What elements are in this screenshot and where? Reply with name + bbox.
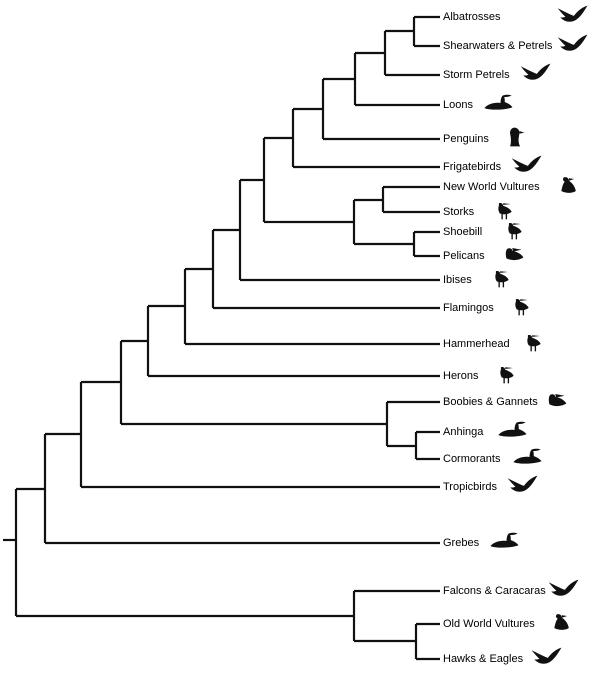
tip-label-pelicans: Pelicans	[443, 250, 485, 262]
ibis-silhouette-icon	[484, 265, 518, 291]
tip-label-new-world-vultures: New World Vultures	[443, 181, 540, 193]
tip-label-frigatebirds: Frigatebirds	[443, 161, 502, 173]
tip-label-herons: Herons	[443, 370, 479, 382]
tip-label-old-world-vultures: Old World Vultures	[443, 618, 535, 630]
pelican-silhouette-icon	[497, 241, 531, 267]
eagle-silhouette-icon	[530, 644, 564, 670]
tip-label-hawks-eagles: Hawks & Eagles	[443, 653, 524, 665]
tip-label-hammerhead: Hammerhead	[443, 338, 510, 350]
petrel-silhouette-icon	[556, 31, 590, 57]
heron-silhouette-icon	[489, 361, 523, 387]
old-world-vulture-silhouette-icon	[545, 609, 579, 635]
tip-label-shoebill: Shoebill	[443, 226, 483, 238]
tip-label-tropicbirds: Tropicbirds	[443, 481, 497, 493]
penguin-silhouette-icon	[499, 124, 533, 150]
tip-label-storm-petrels: Storm Petrels	[443, 69, 510, 81]
tip-label-storks: Storks	[443, 206, 475, 218]
frigatebird-silhouette-icon	[510, 152, 544, 178]
falcon-silhouette-icon	[547, 576, 581, 602]
loon-silhouette-icon	[481, 90, 515, 116]
storm-petrel-silhouette-icon	[519, 60, 553, 86]
tip-label-flamingos: Flamingos	[443, 302, 494, 314]
tip-label-penguins: Penguins	[443, 133, 489, 145]
grebe-silhouette-icon	[487, 528, 521, 554]
tropicbird-silhouette-icon	[506, 472, 540, 498]
tip-label-grebes: Grebes	[443, 537, 480, 549]
flamingo-silhouette-icon	[504, 293, 538, 319]
tip-label-falcons-caracaras: Falcons & Caracaras	[443, 585, 546, 597]
shoebill-silhouette-icon	[497, 217, 531, 243]
tip-label-shearwaters-petrels: Shearwaters & Petrels	[443, 40, 553, 52]
gannet-silhouette-icon	[540, 387, 574, 413]
tip-label-ibises: Ibises	[443, 274, 472, 286]
anhinga-silhouette-icon	[495, 417, 529, 443]
tip-label-loons: Loons	[443, 99, 473, 111]
tip-label-cormorants: Cormorants	[443, 453, 501, 465]
vulture-silhouette-icon	[552, 172, 586, 198]
cormorant-silhouette-icon	[510, 444, 544, 470]
hammerkop-silhouette-icon	[516, 329, 550, 355]
tip-label-albatrosses: Albatrosses	[443, 11, 501, 23]
tip-label-boobies-gannets: Boobies & Gannets	[443, 396, 538, 408]
tip-label-anhinga: Anhinga	[443, 426, 484, 438]
albatross-silhouette-icon	[556, 2, 590, 28]
